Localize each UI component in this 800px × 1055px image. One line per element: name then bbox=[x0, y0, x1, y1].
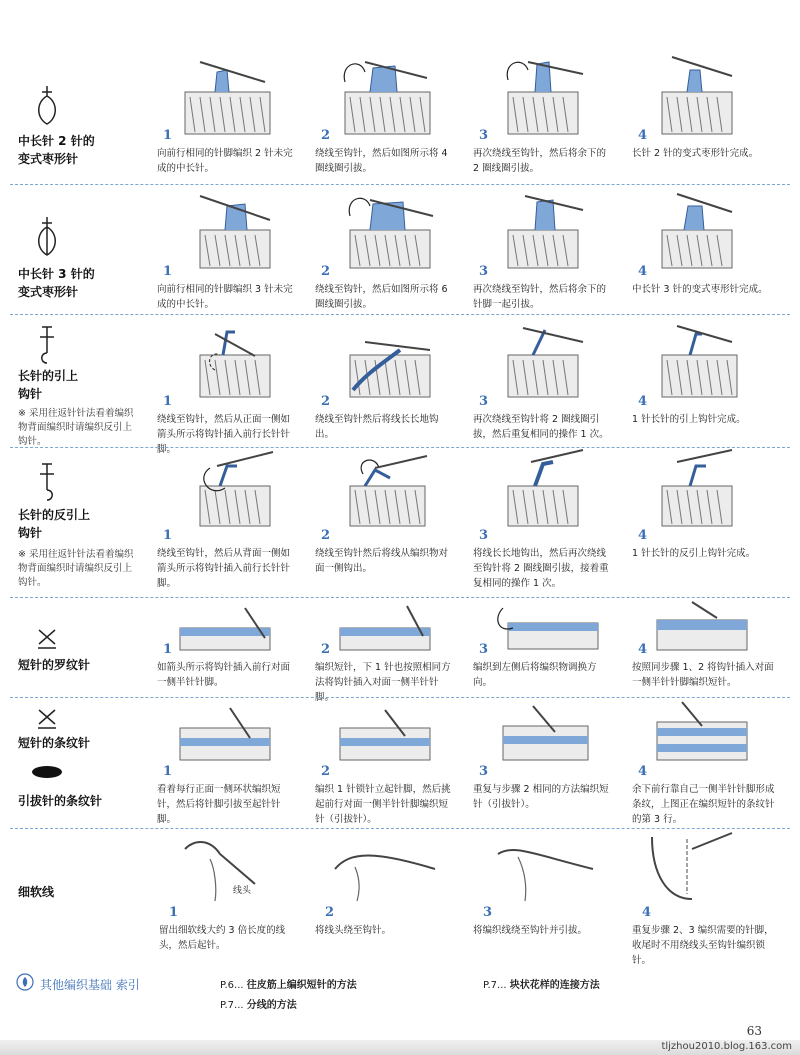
illustration-puff3-step2 bbox=[315, 190, 465, 270]
step-number: 1 bbox=[163, 394, 173, 409]
illustration-frontpost-step1 bbox=[155, 320, 305, 400]
illustration-frontpost-step4 bbox=[632, 320, 782, 400]
step-text: 将线头绕至钩针。 bbox=[315, 925, 392, 936]
illustration-backpost-step2 bbox=[315, 448, 465, 528]
step-number: 3 bbox=[479, 764, 489, 779]
section-title: 细软线 bbox=[18, 885, 55, 899]
back-post-symbol bbox=[30, 460, 64, 504]
step-2 bbox=[315, 598, 465, 703]
step-1 bbox=[155, 598, 305, 698]
section-puff-3 bbox=[0, 185, 800, 315]
illustration-backpost-step4 bbox=[632, 448, 782, 528]
extra-label: 引拔针的条纹针 bbox=[18, 794, 103, 808]
step-number: 3 bbox=[479, 394, 489, 409]
illustration-rib-step3 bbox=[473, 598, 623, 658]
section-front-post bbox=[0, 315, 800, 455]
section-title: 长针的引上 钩针 bbox=[18, 369, 79, 401]
step-number: 2 bbox=[321, 528, 331, 543]
illustration-puff3-step4 bbox=[632, 190, 782, 270]
step-4 bbox=[632, 448, 782, 593]
section-stripe-stitch bbox=[0, 698, 800, 828]
step-1 bbox=[155, 829, 305, 959]
step-text: 绕线至钩针然后将线从编织物对面一侧钩出。 bbox=[315, 548, 449, 574]
step-3 bbox=[473, 598, 623, 698]
step-number: 2 bbox=[321, 764, 331, 779]
step-4 bbox=[632, 52, 782, 182]
step-4 bbox=[632, 598, 782, 698]
section-title: 长针的反引上 钩针 bbox=[18, 508, 91, 540]
section-title: 中长针 3 针的 变式枣形针 bbox=[18, 267, 95, 299]
step-number: 3 bbox=[479, 128, 489, 143]
illustration-stripe-step2 bbox=[315, 698, 465, 763]
puff-stitch-2-symbol bbox=[30, 82, 64, 126]
step-text: 将编织线绕至钩针并引拔。 bbox=[473, 925, 588, 936]
step-text: 向前行相同的针脚编织 2 针未完成的中长针。 bbox=[157, 148, 293, 174]
step-number: 1 bbox=[163, 528, 173, 543]
step-1 bbox=[155, 698, 305, 828]
illustration-puff2-step2 bbox=[315, 52, 465, 137]
step-number: 4 bbox=[638, 642, 648, 657]
step-4 bbox=[632, 320, 782, 447]
illustration-puff3-step1 bbox=[155, 190, 305, 270]
step-text: 长针 2 针的变式枣形针完成。 bbox=[632, 148, 759, 159]
step-text: 余下前行靠自己一侧半针针脚形成条纹，上图正在编织短针的条纹针的第 3 行。 bbox=[632, 784, 775, 825]
step-number: 3 bbox=[479, 528, 489, 543]
step-number: 4 bbox=[642, 905, 652, 920]
rib-x-symbol bbox=[30, 626, 64, 652]
step-2 bbox=[315, 448, 465, 593]
step-text: 将线长长地钩出，然后再次绕线至钩针将 2 圈线圈引拔，接着重复相同的操作 1 次。 bbox=[473, 548, 609, 589]
step-number: 3 bbox=[479, 264, 489, 279]
section-back-post bbox=[0, 448, 800, 598]
step-text: 1 针长针的反引上钩针完成。 bbox=[632, 548, 756, 559]
step-number: 2 bbox=[325, 905, 335, 920]
section-title: 短针的罗纹针 bbox=[18, 658, 91, 672]
step-number: 4 bbox=[638, 394, 648, 409]
step-number: 4 bbox=[638, 528, 648, 543]
step-number: 2 bbox=[321, 394, 331, 409]
step-text: 重复与步骤 2 相同的方法编织短针（引拔针）。 bbox=[473, 784, 609, 810]
step-number: 1 bbox=[163, 264, 173, 279]
step-text: 再次绕线至钩针，然后将余下的针脚一起引拔。 bbox=[473, 284, 607, 310]
illustration-stripe-step3 bbox=[473, 698, 623, 763]
step-2 bbox=[315, 320, 465, 447]
step-text: 如箭头所示将钩针插入前行对面一侧半针针脚。 bbox=[157, 662, 291, 688]
step-number: 1 bbox=[169, 905, 179, 920]
index-link[interactable]: P.6... 往皮筋上编织短针的方法 bbox=[220, 980, 357, 991]
stripe-x-symbol bbox=[30, 706, 64, 732]
step-number: 2 bbox=[321, 642, 331, 657]
illustration-fineyarn-step4 bbox=[632, 829, 782, 904]
step-text: 重复步骤 2、3 编织需要的针脚，收尾时不用绕线头至钩针编织锁针。 bbox=[632, 925, 774, 966]
illustration-puff2-step3 bbox=[473, 52, 623, 137]
step-number: 4 bbox=[638, 764, 648, 779]
section-note: ※ 采用往返针针法看着编织物背面编织时请编织反引上钩针。 bbox=[18, 549, 134, 588]
step-4 bbox=[632, 190, 782, 315]
step-number: 2 bbox=[321, 128, 331, 143]
step-1 bbox=[155, 190, 305, 315]
step-4 bbox=[632, 829, 782, 966]
illustration-rib-step2 bbox=[315, 598, 465, 658]
front-post-symbol bbox=[30, 323, 64, 367]
step-3 bbox=[473, 448, 623, 593]
step-text: 绕线至钩针，然后从正面一侧如箭头所示将钩针插入前行长针针脚。 bbox=[157, 414, 291, 455]
illustration-fineyarn-step3 bbox=[473, 829, 623, 904]
step-3 bbox=[473, 829, 623, 959]
step-3 bbox=[473, 190, 623, 315]
illustration-rib-step4 bbox=[632, 598, 782, 658]
step-text: 编织 1 针锁针立起针脚，然后挑起前行对面一侧半针针脚编织短针（引拔针）。 bbox=[315, 784, 451, 825]
step-2 bbox=[315, 829, 465, 959]
illustration-puff2-step1 bbox=[155, 52, 305, 137]
step-number: 1 bbox=[163, 128, 173, 143]
index-title: 其他编织基础 索引 bbox=[40, 978, 140, 992]
index-link[interactable]: P.7... 块状花样的连接方法 bbox=[483, 980, 600, 991]
step-number: 1 bbox=[163, 642, 173, 657]
illustration-rib-step1 bbox=[155, 598, 305, 658]
illustration-backpost-step3 bbox=[473, 448, 623, 528]
section-note: ※ 采用往返针针法看着编织物背面编织时请编织反引上钩针。 bbox=[18, 408, 134, 447]
step-4 bbox=[632, 698, 782, 828]
step-text: 中长针 3 针的变式枣形针完成。 bbox=[632, 284, 768, 295]
step-number: 1 bbox=[163, 764, 173, 779]
section-rib-stitch bbox=[0, 598, 800, 703]
step-text: 绕线至钩针，然后从背面一侧如箭头所示将钩针插入前行长针针脚。 bbox=[157, 548, 291, 589]
illustration-stripe-step1 bbox=[155, 698, 305, 763]
page-number: 63 bbox=[746, 1024, 762, 1038]
section-puff-2 bbox=[0, 0, 800, 185]
step-2 bbox=[315, 52, 465, 182]
illustration-puff2-step4 bbox=[632, 52, 782, 137]
step-2 bbox=[315, 190, 465, 315]
section-title: 中长针 2 针的 变式枣形针 bbox=[18, 134, 95, 166]
flower-icon bbox=[16, 973, 34, 991]
step-3 bbox=[473, 52, 623, 182]
step-text: 向前行相同的针脚编织 3 针未完成的中长针。 bbox=[157, 284, 293, 310]
illustration-fineyarn-step1 bbox=[155, 829, 305, 904]
illustration-stripe-step4 bbox=[632, 698, 782, 763]
step-text: 绕线至钩针，然后如图所示将 4 圈线圈引拔。 bbox=[315, 148, 448, 174]
step-number: 4 bbox=[638, 264, 648, 279]
step-text: 绕线至钩针然后将线长长地钩出。 bbox=[315, 414, 439, 440]
illustration-frontpost-step3 bbox=[473, 320, 623, 400]
illustration-fineyarn-step2 bbox=[315, 829, 465, 904]
step-text: 编织短针，下 1 针也按照相同方法将钩针插入对面一侧半针针脚。 bbox=[315, 662, 451, 703]
step-number: 3 bbox=[479, 642, 489, 657]
watermark: tljzhou2010.blog.163.com bbox=[661, 1041, 792, 1052]
step-text: 留出细软线大约 3 倍长度的线头，然后起针。 bbox=[159, 925, 286, 951]
yarn-tail-label: 线头 bbox=[233, 886, 252, 896]
step-text: 看着每行正面一侧环状编织短针，然后将针脚引拔至起针针脚。 bbox=[157, 784, 281, 825]
step-1 bbox=[155, 320, 305, 455]
illustration-frontpost-step2 bbox=[315, 320, 465, 400]
step-3 bbox=[473, 320, 623, 447]
index-link[interactable]: P.7... 分线的方法 bbox=[220, 1000, 297, 1011]
step-text: 编织到左侧后将编织物调换方向。 bbox=[473, 662, 597, 688]
step-text: 1 针长针的引上钩针完成。 bbox=[632, 414, 746, 425]
illustration-backpost-step1 bbox=[155, 448, 305, 528]
step-text: 按照同步骤 1、2 将钩针插入对面一侧半针针脚编织短针。 bbox=[632, 662, 774, 688]
step-text: 再次绕线至钩针将 2 圈线圈引拔，然后重复相同的操作 1 次。 bbox=[473, 414, 609, 440]
puff-stitch-3-symbol bbox=[30, 213, 64, 257]
step-number: 3 bbox=[483, 905, 493, 920]
step-1 bbox=[155, 448, 305, 593]
step-text: 再次绕线至钩针，然后将余下的 2 圈线圈引拔。 bbox=[473, 148, 607, 174]
step-text: 绕线至钩针，然后如图所示将 6 圈线圈引拔。 bbox=[315, 284, 448, 310]
step-2 bbox=[315, 698, 465, 828]
step-number: 2 bbox=[321, 264, 331, 279]
step-3 bbox=[473, 698, 623, 828]
section-title: 短针的条纹针 bbox=[18, 736, 91, 750]
section-fine-yarn bbox=[0, 829, 800, 966]
step-number: 4 bbox=[638, 128, 648, 143]
step-1 bbox=[155, 52, 305, 182]
illustration-puff3-step3 bbox=[473, 190, 623, 270]
slip-stitch-oval-symbol bbox=[30, 764, 64, 780]
